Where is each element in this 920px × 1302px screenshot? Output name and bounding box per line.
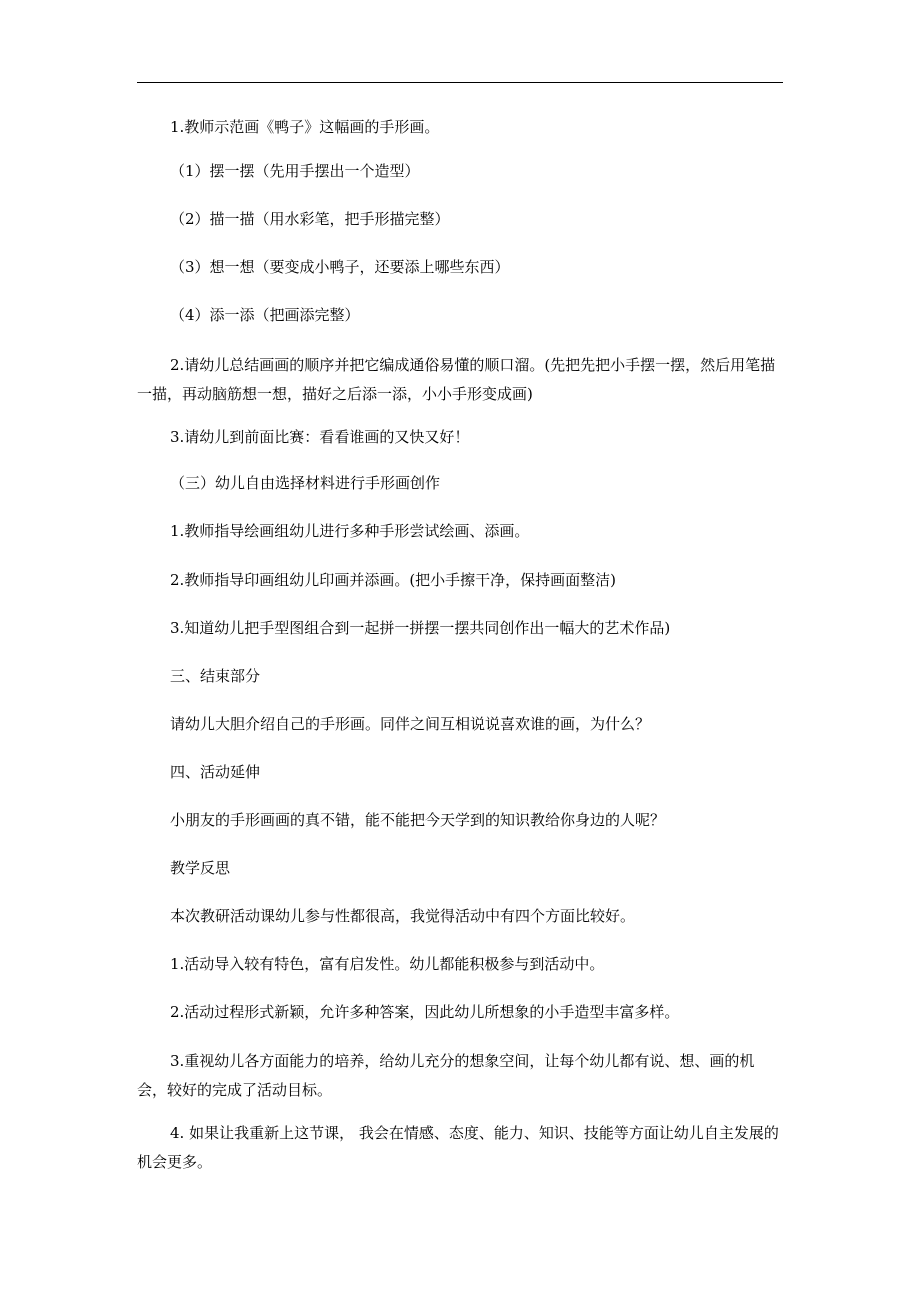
section-three-heading: （三）幼儿自由选择材料进行手形画创作 <box>170 474 441 492</box>
extension-text: 小朋友的手形画画的真不错，能不能把今天学到的知识教给你身边的人呢？ <box>170 811 666 829</box>
creation-step-3: 3.知道幼儿把手型图组合到一起拼一拼摆一摆共同创作出一幅大的艺术作品) <box>170 619 671 637</box>
step-2-summary: 2.请幼儿总结画画的顺序并把它编成通俗易懂的顺口溜。(先把先把小手摆一摆，然后用笔描一描，再动脑筋想一想，描好之后添一添，小小手形变成画) <box>137 356 776 403</box>
creation-step-1: 1.教师指导绘画组幼儿进行多种手形尝试绘画、添画。 <box>170 522 530 540</box>
step-3-contest: 3.请幼儿到前面比赛：看看谁画的又快又好！ <box>170 428 470 446</box>
header-rule <box>137 82 783 83</box>
substep-4: （4）添一添（把画添完整） <box>170 306 360 324</box>
reflection-point-3: 3.重视幼儿各方面能力的培养，给幼儿充分的想象空间，让每个幼儿都有说、想、画的机会，较好的完成了活动目标。 <box>137 1052 755 1099</box>
reflection-point-2: 2.活动过程形式新颖，允许多种答案，因此幼儿所想象的小手造型丰富多样。 <box>170 1003 680 1021</box>
closing-section-heading: 三、结束部分 <box>170 667 261 685</box>
step-1-demo: 1.教师示范画《鸭子》这幅画的手形画。 <box>170 118 440 136</box>
extension-heading: 四、活动延伸 <box>170 763 261 781</box>
reflection-intro: 本次教研活动课幼儿参与性都很高，我觉得活动中有四个方面比较好。 <box>170 907 636 925</box>
reflection-point-1: 1.活动导入较有特色，富有启发性。幼儿都能积极参与到活动中。 <box>170 955 605 973</box>
substep-2: （2）描一描（用水彩笔，把手形描完整） <box>170 210 450 228</box>
substep-3: （3）想一想（要变成小鸭子，还要添上哪些东西） <box>170 258 510 276</box>
reflection-point-4: 4. 如果让我重新上这节课， 我会在情感、态度、能力、知识、技能等方面让幼儿自主发展的机会更多。 <box>137 1124 779 1171</box>
closing-text: 请幼儿大胆介绍自己的手形画。同伴之间互相说说喜欢谁的画，为什么？ <box>170 715 651 733</box>
creation-step-2: 2.教师指导印画组幼儿印画并添画。(把小手擦干净，保持画面整洁) <box>170 571 617 589</box>
substep-1: （1）摆一摆（先用手摆出一个造型） <box>170 162 420 180</box>
reflection-heading: 教学反思 <box>170 859 231 877</box>
